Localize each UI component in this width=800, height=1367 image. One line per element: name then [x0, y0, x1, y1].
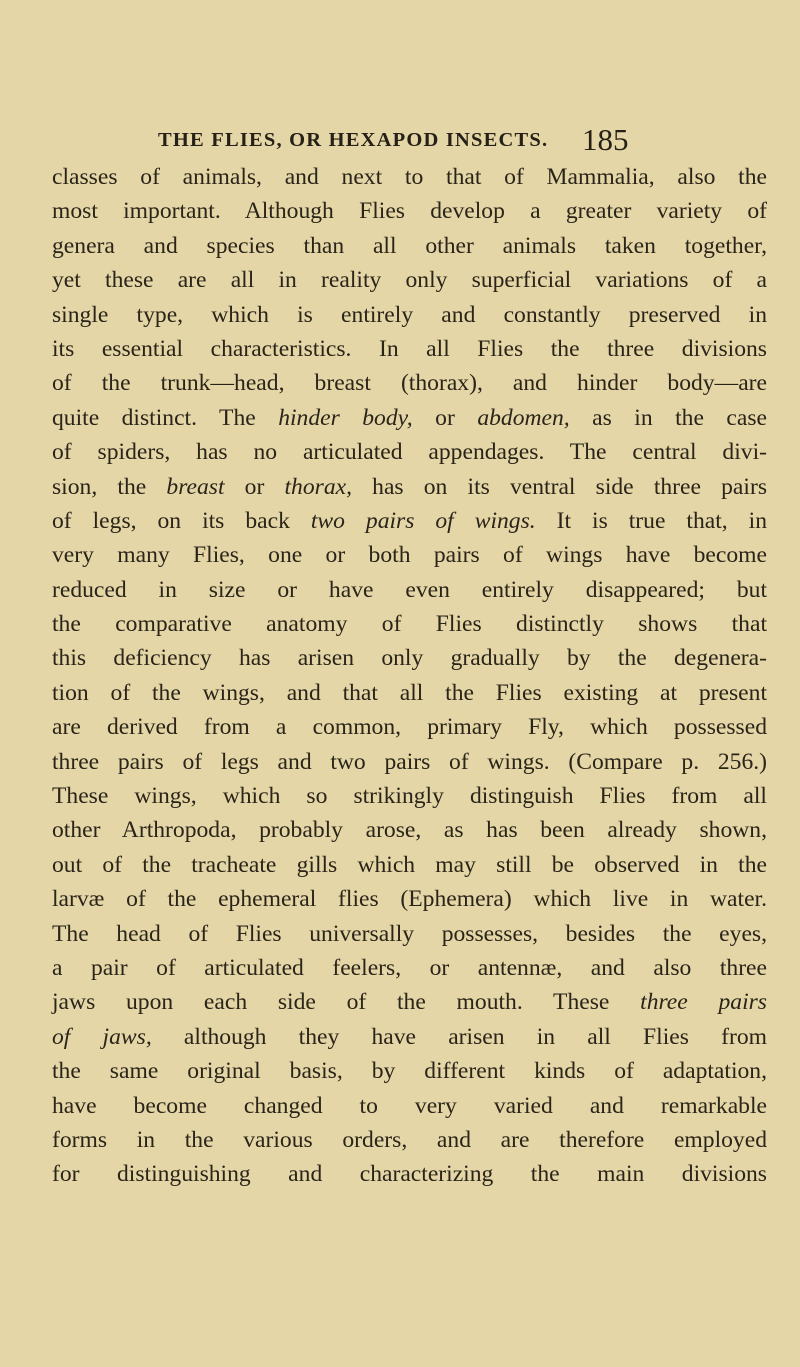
text-segment: very many Flies, one or both pairs of wings have become: [52, 542, 767, 569]
text-segment: three pairs of legs and two pairs of wings. (Compare p. 256.): [52, 748, 767, 775]
text-segment: other Arthropoda, probably arose, as has been already shown,: [52, 817, 767, 844]
text-segment: quite distinct. The: [52, 404, 279, 431]
text-segment: forms in the various orders, and are therefore employed: [52, 1126, 767, 1153]
text-segment: has on its ventral side three pairs: [351, 473, 767, 500]
text-line: [52, 710, 767, 744]
text-segment: its essential characteristics. In all Flies the three divisions: [52, 335, 767, 362]
text-line: [52, 848, 767, 882]
text-segment: out of the tracheate gills which may still be observed in the: [52, 851, 767, 878]
body-text: [52, 160, 767, 1192]
text-line: [52, 1123, 767, 1157]
text-segment: of legs, on its back: [52, 507, 311, 534]
text-segment: as in the case: [569, 404, 767, 431]
text-line: [52, 538, 767, 572]
text-segment: the same original basis, by different kinds of adaptation,: [52, 1058, 767, 1085]
text-line: [52, 1020, 767, 1054]
text-line: [52, 573, 767, 607]
text-segment: a pair of articulated feelers, or antennæ, and also three: [52, 954, 767, 981]
text-line: [52, 401, 767, 435]
text-segment: of spiders, has no articulated appendages. The central divi-: [52, 439, 767, 466]
text-line: [52, 1054, 767, 1088]
text-line: [52, 676, 767, 710]
running-head: THE FLIES, OR HEXAPOD INSECTS.: [158, 129, 549, 151]
text-line: [52, 504, 767, 538]
italic-text: abdomen,: [477, 404, 570, 431]
italic-text: thorax,: [284, 473, 352, 500]
page-number: 185: [582, 122, 629, 157]
text-line: [52, 951, 767, 985]
text-segment: classes of animals, and next to that of Mammalia, also the: [52, 164, 767, 190]
italic-text: hinder body,: [278, 404, 413, 431]
text-line: [52, 779, 767, 813]
text-line: [52, 229, 767, 263]
text-line: [52, 298, 767, 332]
italic-text: two pairs of wings.: [310, 507, 536, 534]
text-segment: The head of Flies universally possesses, besides the eyes,: [52, 920, 767, 947]
text-segment: most important. Although Flies develop a greater variety of: [52, 198, 767, 225]
text-line: [52, 470, 767, 504]
text-line: [52, 263, 767, 297]
text-segment: this deficiency has arisen only gradually by the degenera-: [52, 645, 767, 672]
text-segment: for distinguishing and characterizing the main divisions: [52, 1161, 767, 1188]
text-line: [52, 332, 767, 366]
text-segment: or: [224, 473, 285, 500]
text-line: [52, 1157, 767, 1191]
text-line: [52, 882, 767, 916]
page-header: [0, 118, 800, 162]
text-line: [52, 985, 767, 1019]
text-segment: although they have arisen in all Flies from: [151, 1023, 767, 1050]
text-segment: the comparative anatomy of Flies distinctly shows that: [52, 611, 767, 638]
text-segment: reduced in size or have even entirely disappeared; but: [52, 576, 767, 603]
text-line: [52, 366, 767, 400]
italic-text: three pairs: [640, 989, 767, 1016]
italic-text: breast: [166, 473, 225, 500]
text-line: [52, 435, 767, 469]
text-segment: are derived from a common, primary Fly, which possessed: [52, 714, 767, 741]
text-segment: or: [412, 404, 478, 431]
text-segment: jaws upon each side of the mouth. These: [52, 989, 641, 1016]
text-segment: These wings, which so strikingly distinguish Flies from all: [52, 783, 767, 810]
text-segment: single type, which is entirely and constantly preserved in: [52, 301, 767, 328]
text-line: [52, 813, 767, 847]
italic-text: of jaws,: [52, 1023, 152, 1050]
text-line: [52, 194, 767, 228]
text-segment: genera and species than all other animals taken together,: [52, 232, 767, 259]
text-line: [52, 641, 767, 675]
text-segment: of the trunk—head, breast (thorax), and hinder body—are: [52, 370, 767, 397]
text-segment: sion, the: [52, 473, 167, 500]
text-line: [52, 607, 767, 641]
text-segment: larvæ of the ephemeral flies (Ephemera) which live in water.: [52, 886, 767, 913]
text-line: [52, 745, 767, 779]
text-segment: have become changed to very varied and remarkable: [52, 1092, 767, 1119]
text-line: [52, 917, 767, 951]
text-line: [52, 160, 767, 194]
text-segment: It is true that, in: [535, 507, 767, 534]
text-line: [52, 1089, 767, 1123]
text-segment: tion of the wings, and that all the Flies existing at present: [52, 679, 767, 706]
text-segment: yet these are all in reality only superficial variations of a: [52, 267, 767, 294]
